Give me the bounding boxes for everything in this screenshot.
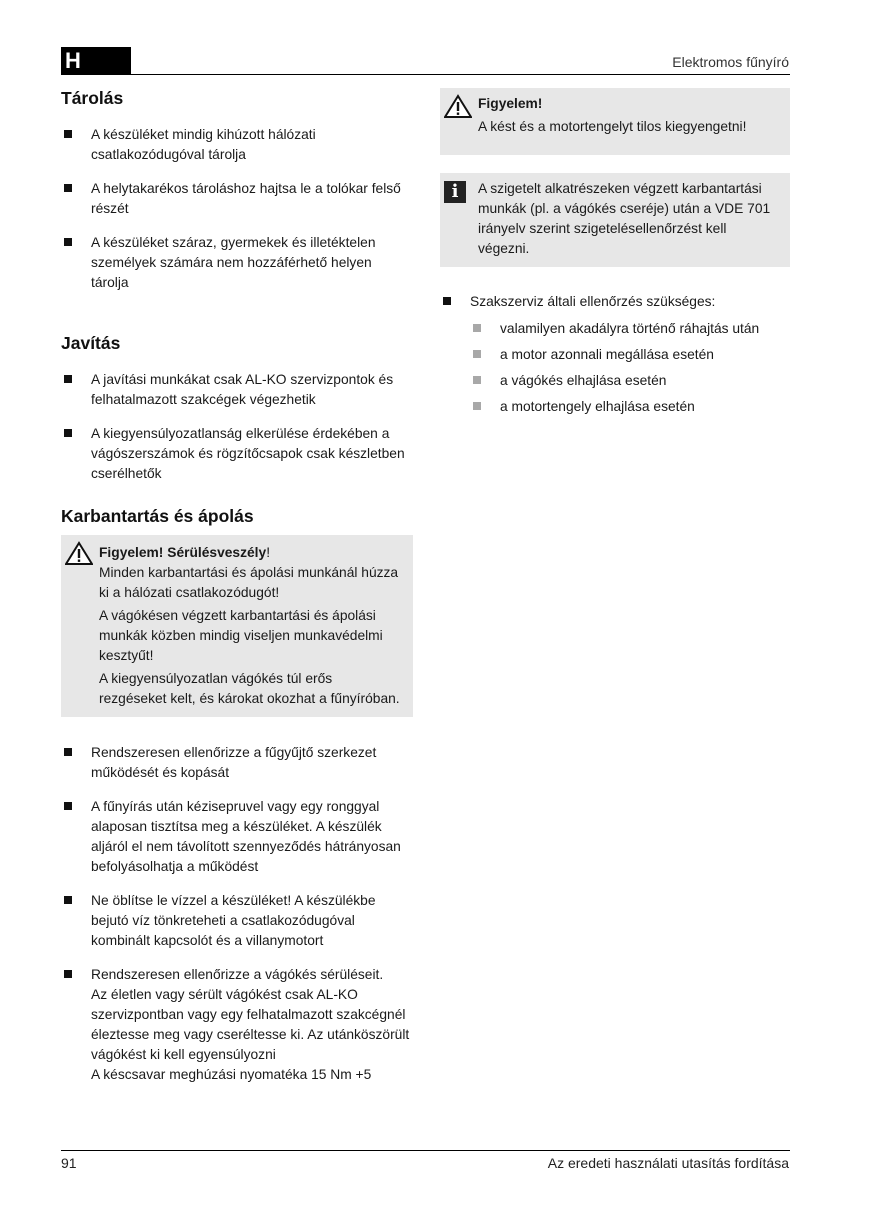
- header-rule: [61, 74, 790, 75]
- footer-rule: [61, 1150, 790, 1151]
- maintenance-list: [61, 743, 413, 1085]
- sub-list-item: a vágókés elhajlása esetén: [470, 371, 790, 391]
- list-item: A fűnyírás után kézisepruvel vagy egy ronggyal alaposan tisztítsa meg a készüléket. A készülék aljáról el nem távolított szennyeződés hátrányosan befolyásolhatja a működést: [61, 797, 413, 877]
- maintenance-warning-box: [61, 535, 413, 717]
- storage-heading: Tárolás: [61, 88, 124, 108]
- list-item: Ne öblítse le vízzel a készüléket! A készülékbe bejutó víz tönkreteheti a csatlakozódugóval kombinált kapcsolót és a villanymotort: [61, 891, 413, 951]
- blade-warning-box: [440, 88, 790, 155]
- warning-triangle-icon: [444, 94, 472, 118]
- warning-title: Figyelem!: [478, 96, 543, 111]
- repair-heading: Javítás: [61, 333, 121, 353]
- warning-text: Minden karbantartási és ápolási munkánál húzza ki a hálózati csatlakozódugót! A vágókésen végzett karbantartási és ápolási munkák közben mindig viseljen munkavédelmi kesztyűt! A kiegyensúlyozatlan vágókés túl erős rezgéseket kelt, és károkat okozhat a fűnyíróban.: [99, 565, 400, 706]
- header-title: Elektromos fűnyíró: [672, 54, 789, 70]
- info-icon: i: [444, 181, 466, 203]
- sub-list-item: a motortengely elhajlása esetén: [470, 397, 790, 417]
- list-item: A készüléket mindig kihúzott hálózati csatlakozódugóval tárolja: [61, 125, 413, 165]
- warning-triangle-icon: [65, 541, 93, 565]
- info-text: A szigetelt alkatrészeken végzett karbantartási munkák (pl. a vágókés cseréje) után a VDE 701 irányelv szerint szigetelésellenőrzést kell végezni.: [478, 181, 771, 256]
- sub-list-item: valamilyen akadályra történő ráhajtás után: [470, 319, 790, 339]
- list-item: Szakszerviz általi ellenőrzés szükséges: valamilyen akadályra történő ráhajtás után a motor azonnali megállása esetén a vágókés elhajlása esetén a motortengely elhajlása esetén: [440, 292, 790, 417]
- list-item: A készüléket száraz, gyermekek és illetéktelen személyek számára nem hozzáférhető helyen tárolja: [61, 233, 413, 293]
- page-number: 91: [61, 1155, 77, 1171]
- language-tab: H: [61, 47, 131, 75]
- list-item: A helytakarékos tároláshoz hajtsa le a tolókar felső részét: [61, 179, 413, 219]
- list-item: Rendszeresen ellenőrizze a fűgyűjtő szerkezet működését és kopását: [61, 743, 413, 783]
- storage-list: [61, 125, 413, 293]
- info-box: [440, 173, 790, 267]
- service-sublist: [470, 319, 790, 417]
- left-column: [61, 88, 413, 1099]
- list-item: A kiegyensúlyozatlanság elkerülése érdekében a vágószerszámok és rögzítőcsapok csak készletben cserélhetők: [61, 424, 413, 484]
- footer-text: Az eredeti használati utasítás fordítása: [547, 1155, 789, 1171]
- warning-title: Figyelem! Sérülésveszély!: [99, 545, 271, 560]
- repair-list: [61, 370, 413, 484]
- list-item: A javítási munkákat csak AL-KO szervizpontok és felhatalmazott szakcégek végezhetik: [61, 370, 413, 410]
- list-item: Rendszeresen ellenőrizze a vágókés sérüléseit. Az életlen vagy sérült vágókést csak AL-KO szervizpontban vagy egy felhatalmazott szakcégnél éleztesse meg vagy cseréltesse ki. Az utánköszörült vágókést ki kell egyensúlyozni A késcsavar meghúzási nyomatéka 15 Nm +5: [61, 965, 413, 1085]
- sub-list-item: a motor azonnali megállása esetén: [470, 345, 790, 365]
- maintenance-heading: Karbantartás és ápolás: [61, 506, 254, 526]
- service-list: [440, 292, 790, 417]
- warning-text: A kést és a motortengelyt tilos kiegyengetni!: [478, 119, 747, 134]
- right-column: [440, 88, 790, 431]
